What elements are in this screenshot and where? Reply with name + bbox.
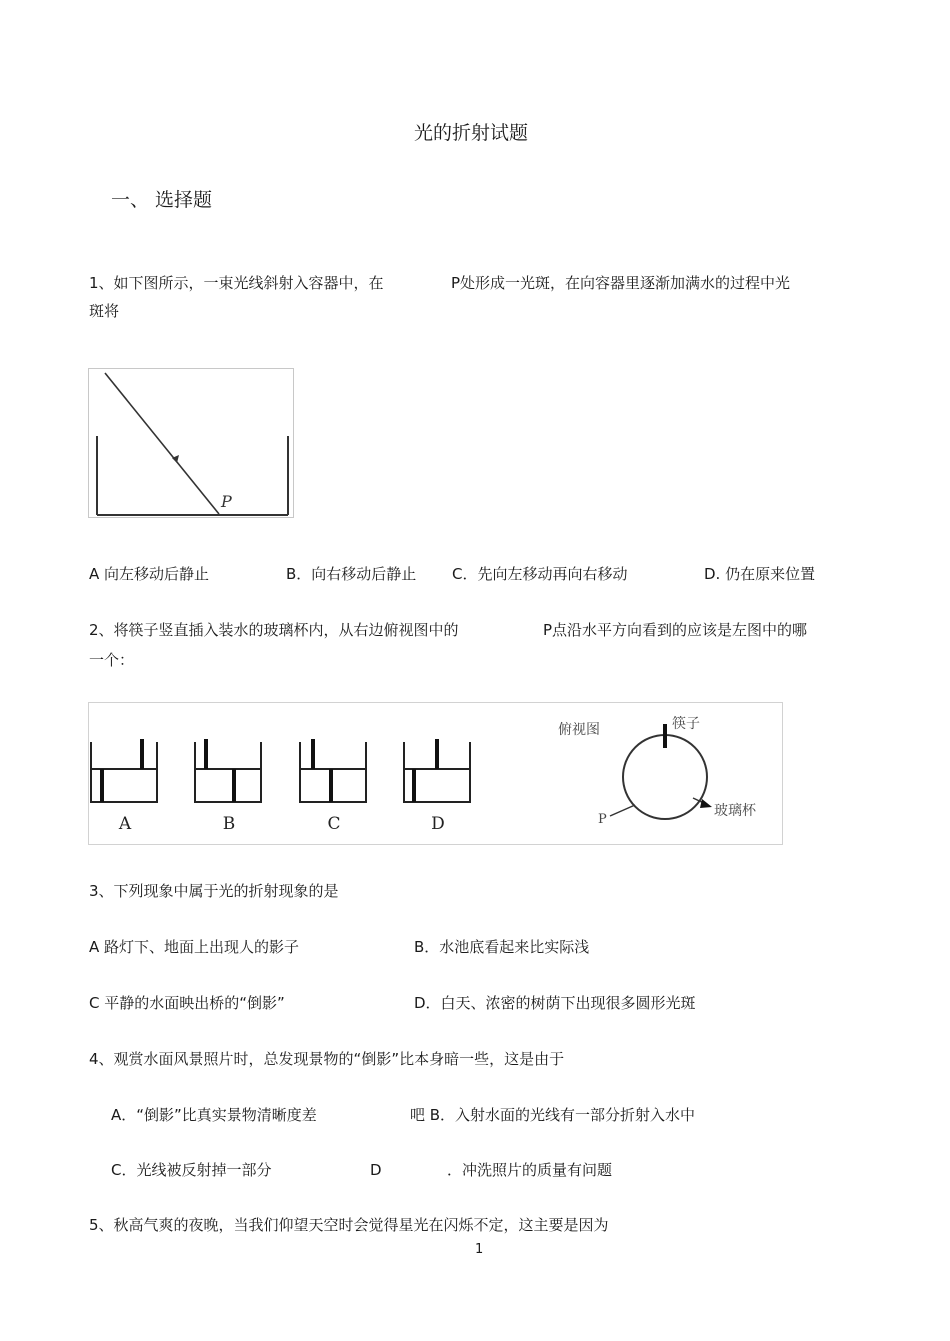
q3-stem: 3、下列现象中属于光的折射现象的是 [89, 882, 339, 900]
q3-option-b: B．水池底看起来比实际浅 [414, 938, 590, 956]
cup-label-d: D [431, 814, 445, 834]
top-view-label: 俯视图 [558, 722, 600, 738]
q2-stem-part2: P点沿水平方向看到的应该是左图中的哪 [543, 621, 808, 639]
q4-option-b: 吧 B．入射水面的光线有一部分折射入水中 [410, 1106, 696, 1124]
q3-option-d: D．白天、浓密的树荫下出现很多圆形光斑 [414, 994, 696, 1012]
q4-stem: 4、观赏水面风景照片时，总发现景物的“倒影”比本身暗一些，这是由于 [89, 1050, 565, 1068]
q2-figure [88, 702, 784, 846]
top-view-point-p: P [598, 812, 607, 827]
p-pointer-line [610, 805, 635, 816]
q1-figure [88, 368, 295, 519]
q3-option-c: C 平静的水面映出桥的“倒影” [89, 994, 285, 1012]
q1-option-b: B．向右移动后静止 [286, 565, 417, 583]
q4-option-d-text: ．冲洗照片的质量有问题 [447, 1161, 613, 1179]
q4-option-c: C．光线被反射掉一部分 [111, 1161, 272, 1179]
q4-option-a: A．“倒影”比真实景物清晰度差 [111, 1106, 317, 1124]
chopstick-label: 筷子 [672, 716, 700, 732]
page-title: 光的折射试题 [414, 122, 529, 144]
cup-a [91, 739, 157, 802]
cup-label-c: C [327, 814, 341, 834]
q3-option-a: A 路灯下、地面上出现人的影子 [89, 938, 300, 956]
cup-c [300, 739, 366, 802]
cup-label-a: A [118, 814, 132, 834]
cup-label-b: B [222, 814, 236, 834]
q1-stem-part2: P处形成一光斑，在向容器里逐渐加满水的过程中光 [451, 274, 791, 292]
q1-stem-line2: 斑将 [89, 302, 120, 320]
q1-option-a: A 向左移动后静止 [89, 565, 210, 583]
q1-option-c: C．先向左移动再向右移动 [452, 565, 628, 583]
point-p-label: P [221, 492, 232, 511]
q5-stem: 5、秋高气爽的夜晚，当我们仰望天空时会觉得星光在闪烁不定，这主要是因为 [89, 1216, 609, 1234]
q2-stem-line2: 一个： [89, 651, 135, 669]
cup-b [195, 739, 261, 802]
q4-option-d-letter: D [370, 1161, 382, 1179]
page-number: 1 [475, 1242, 484, 1257]
glass-label: 玻璃杯 [714, 803, 756, 819]
q1-stem-part1: 1、如下图所示，一束光线斜射入容器中，在 [89, 274, 384, 292]
section-heading: 一、 选择题 [111, 189, 213, 211]
cup-d [404, 739, 470, 802]
light-ray [105, 373, 219, 514]
q1-option-d: D. 仍在原来位置 [704, 565, 816, 583]
arrow-icon [700, 799, 712, 808]
q2-stem-part1: 2、将筷子竖直插入装水的玻璃杯内，从右边俯视图中的 [89, 621, 459, 639]
